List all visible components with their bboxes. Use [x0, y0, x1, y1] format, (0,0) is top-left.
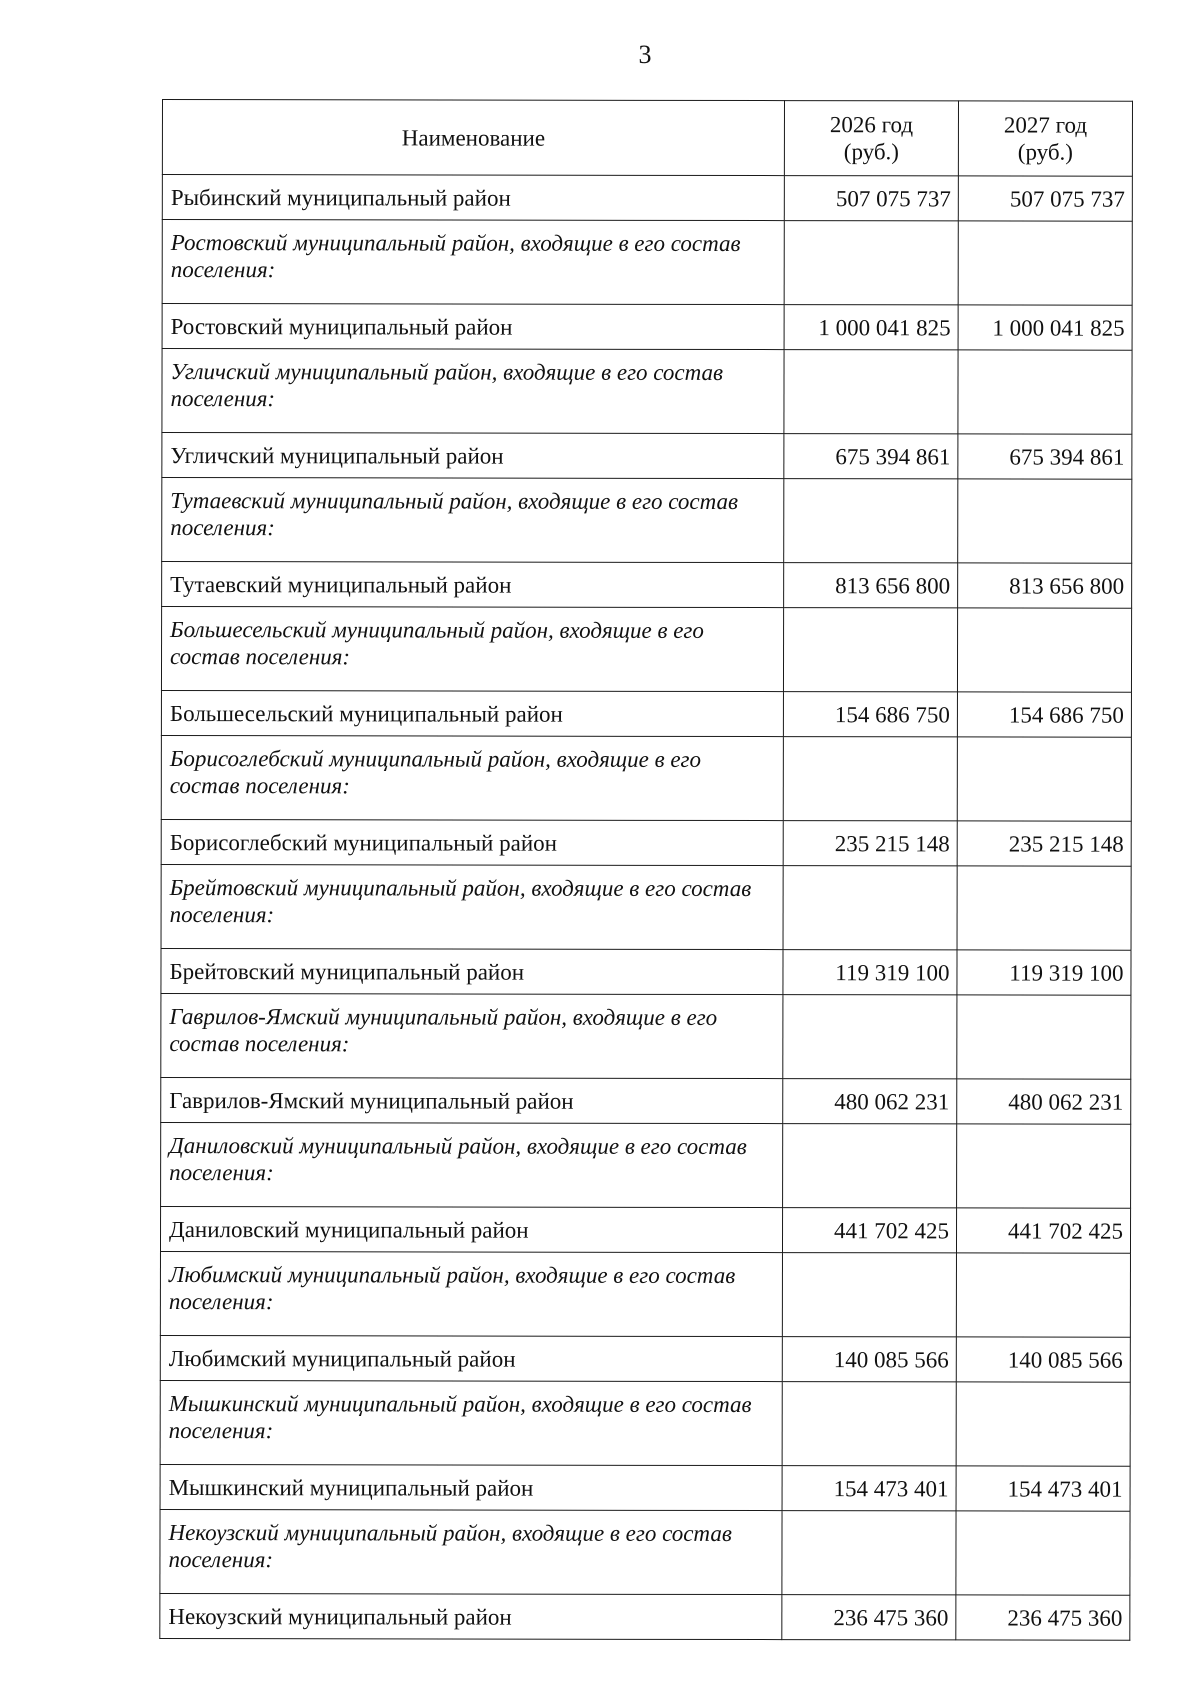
value-2027-cell [956, 1382, 1130, 1466]
value-2027-cell: 140 085 566 [956, 1337, 1130, 1382]
value-2027-cell: 507 075 737 [958, 176, 1132, 221]
subheader-name-cell: Тутаевский муниципальный район, входящие в его состав поселения: [162, 478, 784, 563]
district-name-cell: Гаврилов-Ямский муниципальный район [161, 1077, 783, 1123]
subheader-name-cell: Брейтовский муниципальный район, входящие в его состав поселения: [161, 864, 783, 949]
table-row-district [162, 562, 1132, 609]
value-2026-cell: 441 702 425 [782, 1208, 956, 1253]
value-2027-cell [956, 1511, 1130, 1595]
value-2026-cell: 507 075 737 [784, 176, 958, 221]
value-2027-cell [958, 221, 1132, 305]
table-row-district [161, 948, 1131, 995]
value-2027-cell: 813 656 800 [958, 563, 1132, 608]
value-2027-cell: 1 000 041 825 [958, 305, 1132, 350]
value-2026-cell [784, 479, 958, 563]
value-2026-cell [783, 1124, 957, 1208]
subheader-name-cell: Ростовский муниципальный район, входящие в его состав поселения: [162, 220, 784, 305]
table-row-subheader [161, 993, 1131, 1079]
subheader-name-cell: Гаврилов-Ямский муниципальный район, входящие в его состав поселения: [161, 993, 783, 1078]
district-name-cell: Мышкинский муниципальный район [160, 1464, 782, 1510]
value-2026-cell [782, 1253, 956, 1337]
value-2027-cell: 480 062 231 [957, 1079, 1131, 1124]
table-row-subheader [161, 607, 1131, 693]
district-name-cell: Ростовский муниципальный район [162, 304, 784, 350]
district-name-cell: Большесельский муниципальный район [161, 691, 783, 737]
value-2026-cell [783, 866, 957, 950]
value-2026-cell [784, 350, 958, 434]
table-row-subheader [161, 864, 1131, 950]
district-name-cell: Борисоглебский муниципальный район [161, 819, 783, 865]
value-2027-cell [957, 1124, 1131, 1208]
table-row-district [160, 1206, 1130, 1253]
value-2026-cell: 235 215 148 [783, 821, 957, 866]
value-2026-cell: 119 319 100 [783, 950, 957, 995]
value-2027-cell [957, 866, 1131, 950]
value-2027-cell: 235 215 148 [957, 821, 1131, 866]
district-name-cell: Любимский муниципальный район [160, 1335, 782, 1381]
table-row-district [160, 1464, 1130, 1511]
subheader-name-cell: Мышкинский муниципальный район, входящие в его состав поселения: [160, 1380, 782, 1465]
subheader-name-cell: Угличский муниципальный район, входящие в его состав поселения: [162, 349, 784, 434]
value-2027-cell [958, 479, 1132, 563]
value-2026-cell [782, 1511, 956, 1595]
value-2026-cell [784, 221, 958, 305]
value-2026-cell: 154 686 750 [783, 692, 957, 737]
table-row-district [160, 1335, 1130, 1382]
value-2026-cell [782, 1382, 956, 1466]
district-name-cell: Рыбинский муниципальный район [162, 175, 784, 221]
table-row-subheader [161, 735, 1131, 821]
table-row-district [160, 1593, 1130, 1640]
value-2027-cell: 441 702 425 [956, 1208, 1130, 1253]
subheader-name-cell: Большесельский муниципальный район, входящие в его состав поселения: [161, 607, 783, 692]
table-row-district [161, 819, 1131, 866]
value-2027-cell: 154 686 750 [957, 692, 1131, 737]
table-body [160, 175, 1133, 1641]
value-2027-cell [958, 350, 1132, 434]
table-row-subheader [162, 478, 1132, 564]
value-2027-cell [957, 608, 1131, 692]
budget-table [159, 99, 1133, 1641]
header-name: Наименование [162, 100, 784, 176]
table-row-district [162, 304, 1132, 351]
subheader-name-cell: Любимский муниципальный район, входящие в его состав поселения: [160, 1251, 782, 1336]
district-name-cell: Некоузский муниципальный район [160, 1593, 782, 1639]
table-row-district [161, 691, 1131, 738]
district-name-cell: Даниловский муниципальный район [160, 1206, 782, 1252]
district-name-cell: Брейтовский муниципальный район [161, 948, 783, 994]
value-2026-cell: 154 473 401 [782, 1466, 956, 1511]
table-row-district [162, 433, 1132, 480]
value-2026-cell [783, 608, 957, 692]
table-row-subheader [160, 1380, 1130, 1466]
value-2027-cell [956, 1253, 1130, 1337]
page-number: 3 [638, 40, 652, 69]
table-row-subheader [160, 1251, 1130, 1337]
value-2026-cell: 813 656 800 [784, 563, 958, 608]
value-2027-cell: 119 319 100 [957, 950, 1131, 995]
value-2027-cell: 154 473 401 [956, 1466, 1130, 1511]
table-row-subheader [162, 349, 1132, 435]
header-2026: 2026 год (руб.) [784, 101, 958, 176]
value-2026-cell [783, 737, 957, 821]
value-2027-cell [957, 995, 1131, 1079]
district-name-cell: Тутаевский муниципальный район [162, 562, 784, 608]
table-header-row [162, 100, 1132, 177]
header-2027: 2027 год (руб.) [958, 101, 1132, 176]
value-2027-cell: 675 394 861 [958, 434, 1132, 479]
value-2026-cell: 1 000 041 825 [784, 305, 958, 350]
table-row-subheader [162, 220, 1132, 306]
value-2026-cell: 236 475 360 [782, 1595, 956, 1640]
table-row-subheader [160, 1509, 1130, 1595]
district-name-cell: Угличский муниципальный район [162, 433, 784, 479]
subheader-name-cell: Борисоглебский муниципальный район, входящие в его состав поселения: [161, 735, 783, 820]
value-2026-cell: 140 085 566 [782, 1337, 956, 1382]
value-2026-cell: 675 394 861 [784, 434, 958, 479]
table-row-subheader [161, 1122, 1131, 1208]
table-row-district [162, 175, 1132, 222]
table-row-district [161, 1077, 1131, 1124]
subheader-name-cell: Даниловский муниципальный район, входящие в его состав поселения: [161, 1122, 783, 1207]
value-2027-cell: 236 475 360 [956, 1595, 1130, 1640]
value-2027-cell [957, 737, 1131, 821]
subheader-name-cell: Некоузский муниципальный район, входящие в его состав поселения: [160, 1509, 782, 1594]
value-2026-cell [783, 995, 957, 1079]
value-2026-cell: 480 062 231 [783, 1079, 957, 1124]
